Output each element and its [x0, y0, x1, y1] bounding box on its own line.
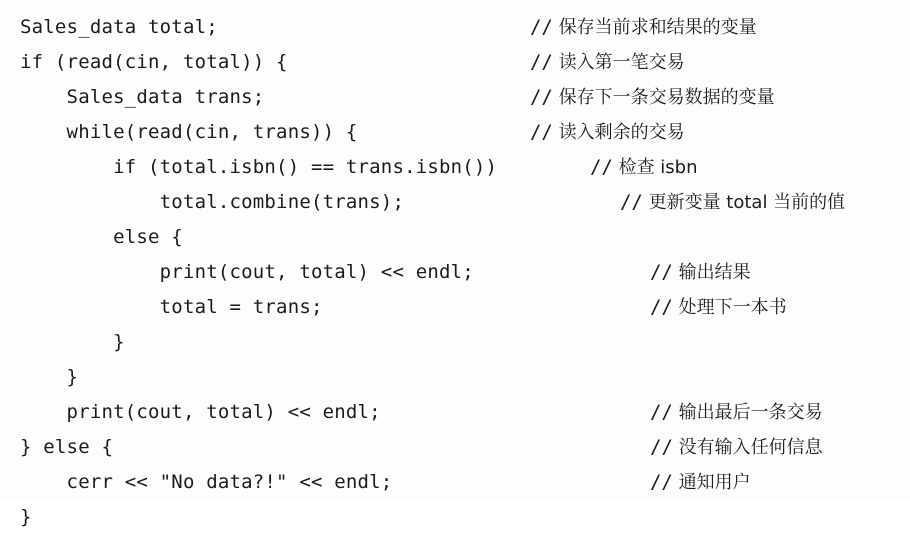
code-comment	[530, 115, 685, 150]
code-comment	[650, 395, 823, 430]
code-line	[0, 150, 910, 185]
comment-body: 处理下一本书	[672, 297, 787, 318]
code-comment	[650, 465, 751, 500]
code-text: Sales_data total;	[20, 16, 218, 38]
comment-body: 保存当前求和结果的变量	[552, 17, 757, 38]
comment-body: 没有输入任何信息	[672, 437, 823, 458]
code-line	[0, 290, 910, 325]
comment-marker: //	[529, 16, 553, 38]
comment-body: 输出结果	[672, 262, 751, 283]
code-line	[0, 500, 910, 535]
code-line	[0, 185, 910, 220]
code-text: }	[20, 366, 79, 388]
code-line	[0, 10, 910, 45]
code-comment	[530, 80, 775, 115]
code-line	[0, 80, 910, 115]
code-line	[0, 220, 910, 255]
code-comment	[590, 150, 698, 185]
code-text: }	[20, 506, 32, 528]
comment-body: 保存下一条交易数据的变量	[552, 87, 775, 108]
code-text: print(cout, total) << endl;	[20, 401, 381, 423]
comment-body: 检查 isbn	[612, 157, 698, 178]
comment-marker: //	[649, 261, 673, 283]
comment-body: 更新变量 total 当前的值	[642, 192, 846, 213]
code-comment	[530, 45, 685, 80]
code-line	[0, 115, 910, 150]
code-line	[0, 465, 910, 500]
code-line	[0, 430, 910, 465]
code-text: if (total.isbn() == trans.isbn())	[20, 156, 498, 178]
code-text: else {	[20, 226, 183, 248]
code-line	[0, 255, 910, 290]
comment-marker: //	[619, 191, 643, 213]
code-text: cerr << "No data?!" << endl;	[20, 471, 393, 493]
code-text: print(cout, total) << endl;	[20, 261, 474, 283]
code-comment	[620, 185, 845, 220]
comment-body: 读入第一笔交易	[552, 52, 685, 73]
code-text: }	[20, 331, 125, 353]
comment-marker: //	[589, 156, 613, 178]
code-comment	[530, 10, 757, 45]
code-text: total = trans;	[20, 296, 323, 318]
code-text: if (read(cin, total)) {	[20, 51, 288, 73]
code-line	[0, 395, 910, 430]
code-text: Sales_data trans;	[20, 86, 265, 108]
comment-marker: //	[529, 86, 553, 108]
code-comment	[650, 255, 751, 290]
code-line	[0, 45, 910, 80]
comment-body: 通知用户	[672, 472, 751, 493]
code-line	[0, 325, 910, 360]
code-line	[0, 360, 910, 395]
comment-marker: //	[529, 51, 553, 73]
code-text: while(read(cin, trans)) {	[20, 121, 358, 143]
code-comment	[650, 430, 823, 465]
comment-marker: //	[649, 401, 673, 423]
comment-marker: //	[529, 121, 553, 143]
comment-marker: //	[649, 296, 673, 318]
comment-marker: //	[650, 436, 673, 458]
code-text: total.combine(trans);	[20, 191, 405, 213]
comment-body: 输出最后一条交易	[672, 402, 823, 423]
code-text: } else {	[20, 436, 114, 458]
comment-body: 读入剩余的交易	[552, 122, 685, 143]
code-comment	[650, 290, 787, 325]
comment-marker: //	[649, 471, 673, 493]
